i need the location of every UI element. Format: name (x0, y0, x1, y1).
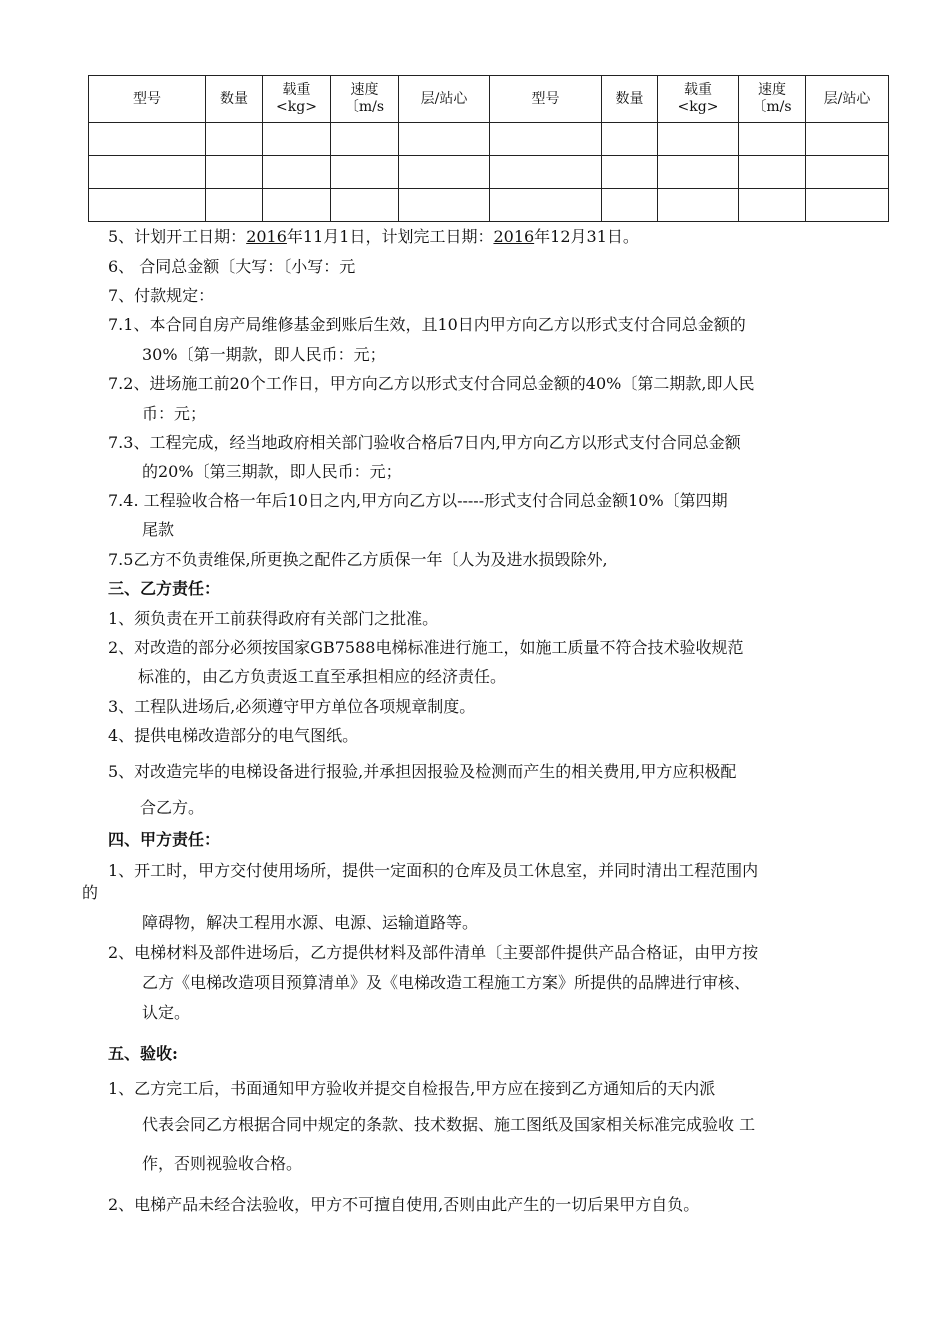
clause-5-start-rest: 年11月1日，计划完工日期： (286, 227, 494, 246)
clause-7-payment-terms: 7、付款规定： (108, 286, 215, 305)
table-cell (490, 189, 602, 222)
clause-7-3-line-1: 7.3、工程完成，经当地政府相关部门验收合格后7日内,甲方向乙方以形式支付合同总金额 (108, 433, 741, 452)
clause-7-4-line-2: 尾款 (142, 520, 175, 539)
header-quantity-2: 数量 (602, 76, 658, 123)
table-cell (806, 123, 889, 156)
section-3-item: 2、对改造的部分必须按国家GB7588电梯标准进行施工，如施工质量不符合技术验收规范 (108, 638, 744, 657)
header-load: 载重 <kg> (263, 76, 331, 123)
table-cell (658, 156, 739, 189)
header-model-2: 型号 (490, 76, 602, 123)
table-cell (89, 123, 206, 156)
table-row (89, 156, 889, 189)
table-cell (331, 156, 399, 189)
table-cell (89, 156, 206, 189)
section-4-item: 1、开工时，甲方交付使用场所，提供一定面积的仓库及员工休息室，并同时清出工程范围内 (108, 861, 759, 880)
clause-7-2-line-1: 7.2、进场施工前20个工作日，甲方向乙方以形式支付合同总金额的40%〔第二期款,即人民 (108, 374, 755, 393)
section-5-item: 作，否则视验收合格。 (142, 1154, 303, 1173)
section-3-item: 3、工程队进场后,必须遵守甲方单位各项规章制度。 (108, 697, 476, 716)
header-floors: 层/站心 (399, 76, 490, 123)
section-4-item: 的 (82, 883, 99, 902)
clause-7-5: 7.5乙方不负责维保,所更换之配件乙方质保一年〔人为及进水损毁除外, (108, 550, 608, 569)
clause-7-3-line-2: 的20%〔第三期款，即人民币：元； (142, 462, 402, 481)
table-cell (399, 156, 490, 189)
table-cell (331, 123, 399, 156)
elevator-spec-table (88, 75, 889, 222)
table-cell (206, 189, 263, 222)
clause-7-4-line-1: 7.4. 工程验收合格一年后10日之内,甲方向乙方以-----形式支付合同总金额10%〔第四期 (108, 491, 728, 510)
table-header-row (89, 76, 889, 123)
table-cell (399, 123, 490, 156)
table-cell (263, 189, 331, 222)
table-cell (602, 189, 658, 222)
clause-5-schedule (108, 226, 639, 248)
table-cell (490, 123, 602, 156)
section-3-item: 标准的，由乙方负责返工直至承担相应的经济责任。 (138, 667, 507, 686)
section-3-item: 5、对改造完毕的电梯设备进行报验,并承担因报验及检测而产生的相关费用,甲方应积极配 (108, 762, 737, 781)
section-3-title: 三、乙方责任： (108, 579, 221, 598)
section-5-item: 2、电梯产品未经合法验收，甲方不可擅自使用,否则由此产生的一切后果甲方自负。 (108, 1195, 700, 1214)
table-cell (490, 156, 602, 189)
table-cell (206, 123, 263, 156)
table-cell (658, 123, 739, 156)
end-year: 2016 (493, 227, 535, 246)
section-4-item: 障碍物，解决工程用水源、电源、运输道路等。 (142, 913, 479, 932)
header-speed: 速度 〔m/s (331, 76, 399, 123)
table-cell (739, 123, 806, 156)
section-3-item: 4、提供电梯改造部分的电气图纸。 (108, 726, 359, 745)
section-5-item: 1、乙方完工后，书面通知甲方验收并提交自检报告,甲方应在接到乙方通知后的天内派 (108, 1079, 716, 1098)
table-cell (739, 156, 806, 189)
table-row (89, 123, 889, 156)
table-cell (263, 123, 331, 156)
table-cell (263, 156, 331, 189)
section-4-title: 四、甲方责任： (108, 830, 221, 849)
clause-6-total-amount: 6、 合同总金额〔大写：〔小写：元 (108, 257, 356, 276)
section-5-item: 代表会同乙方根据合同中规定的条款、技术数据、施工图纸及国家相关标准完成验收 工 (142, 1115, 756, 1134)
table-cell (206, 156, 263, 189)
table-row (89, 189, 889, 222)
section-4-item: 2、电梯材料及部件进场后，乙方提供材料及部件清单〔主要部件提供产品合格证，由甲方按 (108, 943, 759, 962)
clause-5-end-rest: 年12月31日。 (534, 227, 639, 246)
section-3-item: 1、须负责在开工前获得政府有关部门之批准。 (108, 609, 439, 628)
start-year: 2016 (246, 227, 287, 246)
clause-7-1-line-2: 30%〔第一期款，即人民币：元； (142, 345, 386, 364)
header-floors-2: 层/站心 (806, 76, 889, 123)
table-cell (602, 156, 658, 189)
table-cell (89, 189, 206, 222)
section-5-title: 五、验收: (108, 1044, 178, 1063)
header-model: 型号 (89, 76, 206, 123)
section-4-item: 乙方《电梯改造项目预算清单》及《电梯改造工程施工方案》所提供的品牌进行审核、 (142, 973, 751, 992)
table-cell (602, 123, 658, 156)
section-4-item: 认定。 (142, 1003, 191, 1022)
table-cell (739, 189, 806, 222)
clause-5-prefix: 5、计划开工日期： (108, 227, 247, 246)
clause-7-2-line-2: 币：元； (142, 404, 207, 423)
table-cell (658, 189, 739, 222)
header-speed-2: 速度 〔m/s (739, 76, 806, 123)
section-3-item: 合乙方。 (140, 798, 205, 817)
table-cell (806, 156, 889, 189)
table-cell (399, 189, 490, 222)
header-quantity: 数量 (206, 76, 263, 123)
table-cell (806, 189, 889, 222)
header-load-2: 载重 <kg> (658, 76, 739, 123)
clause-7-1-line-1: 7.1、本合同自房产局维修基金到账后生效，且10日内甲方向乙方以形式支付合同总金额的 (108, 315, 746, 334)
table-cell (331, 189, 399, 222)
